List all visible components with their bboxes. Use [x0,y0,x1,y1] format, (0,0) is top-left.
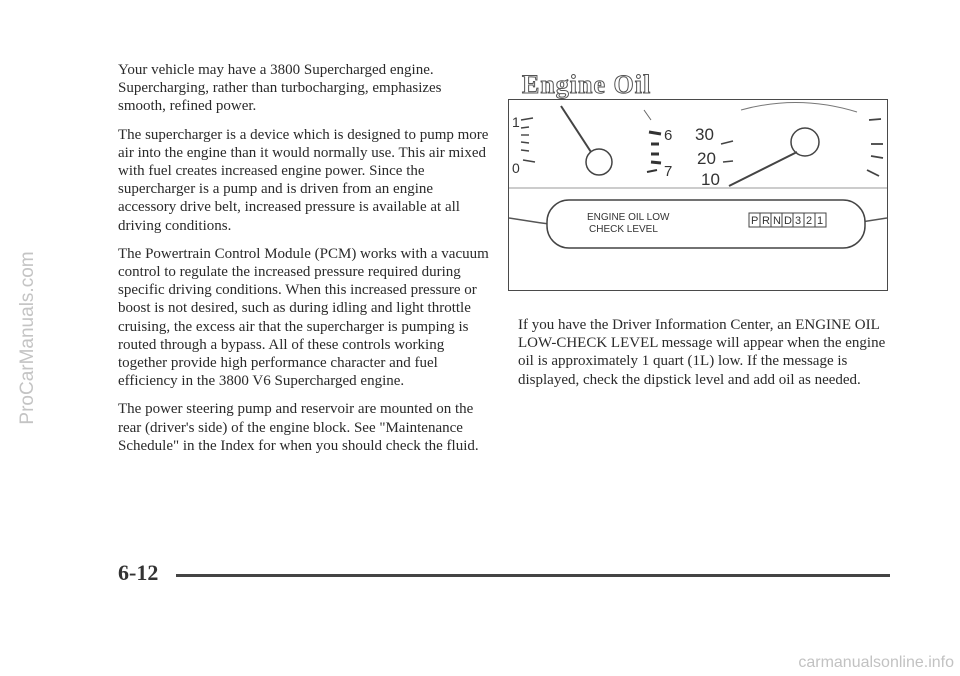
fuel-label-full: 1 [512,114,520,130]
paragraph-supercharged-intro: Your vehicle may have a 3800 Supercharged engine. Supercharging, rather than turbocharging, emphasizes smooth, refined power. [118,62,442,115]
tach-label-7: 7 [664,163,673,180]
right-gauge-ticks [867,119,883,176]
instrument-cluster-illustration [508,99,888,291]
gear-2: 2 [806,215,813,227]
bottom-watermark: carmanualsonline.info [798,654,954,671]
speed-label-20: 20 [697,149,716,168]
left-needle [561,106,591,152]
gear-d: D [784,215,792,227]
gear-r: R [762,215,770,227]
paragraph-oil-message: If you have the Driver Information Center, an ENGINE OIL LOW-CHECK LEVEL message will appear when the engine oil is approximately 1 quart (1L) low. If the message is displayed, check the dipstick level and add oil as needed. [518,317,886,388]
left-needle-pivot [586,149,612,175]
side-watermark: ProCarManuals.com [17,251,38,425]
tachometer-ticks [649,132,661,163]
tach-label-6: 6 [664,127,673,144]
footer-rule [176,574,890,577]
page-footer [118,560,890,590]
gear-n: N [773,215,781,227]
speed-label-10: 10 [701,170,720,189]
page-number: 6-12 [118,560,159,585]
speed-label-30: 30 [695,125,714,144]
speed-needle [729,152,797,186]
paragraph-power-steering: The power steering pump and reservoir are mounted on the rear (driver's side) of the engine block. See "Maintenance Schedule" in the Index for when you should check the fluid. [118,401,479,454]
section-heading-engine-oil: Engine Oil [522,70,652,99]
message-line-2: CHECK LEVEL [589,224,658,235]
message-line-1: ENGINE OIL LOW [587,212,670,223]
gear-p: P [751,215,759,227]
left-column [118,61,490,465]
fuel-label-empty: 0 [512,160,520,176]
gear-3: 3 [795,215,802,227]
fuel-gauge [521,118,535,162]
paragraph-supercharger-device: The supercharger is a device which is designed to pump more air into the engine than it would normally use. This air mixed with fuel creates increased engine power. Since the supercharger is a pump and is driven from an engine accessory drive belt, increased pressure is available at all driving conditions. [118,126,489,234]
gear-1: 1 [817,215,824,227]
paragraph-pcm-control: The Powertrain Control Module (PCM) works with a vacuum control to regulate the increased pressure required during specific driving conditions. When this increased pressure or boost is not desired, such as during idling and light throttle cruising, the excess air that the supercharger is pumping is routed through a bypass. All of these controls working together provide high performance character and fuel efficiency in the 3800 V6 Supercharged engine. [118,245,489,390]
